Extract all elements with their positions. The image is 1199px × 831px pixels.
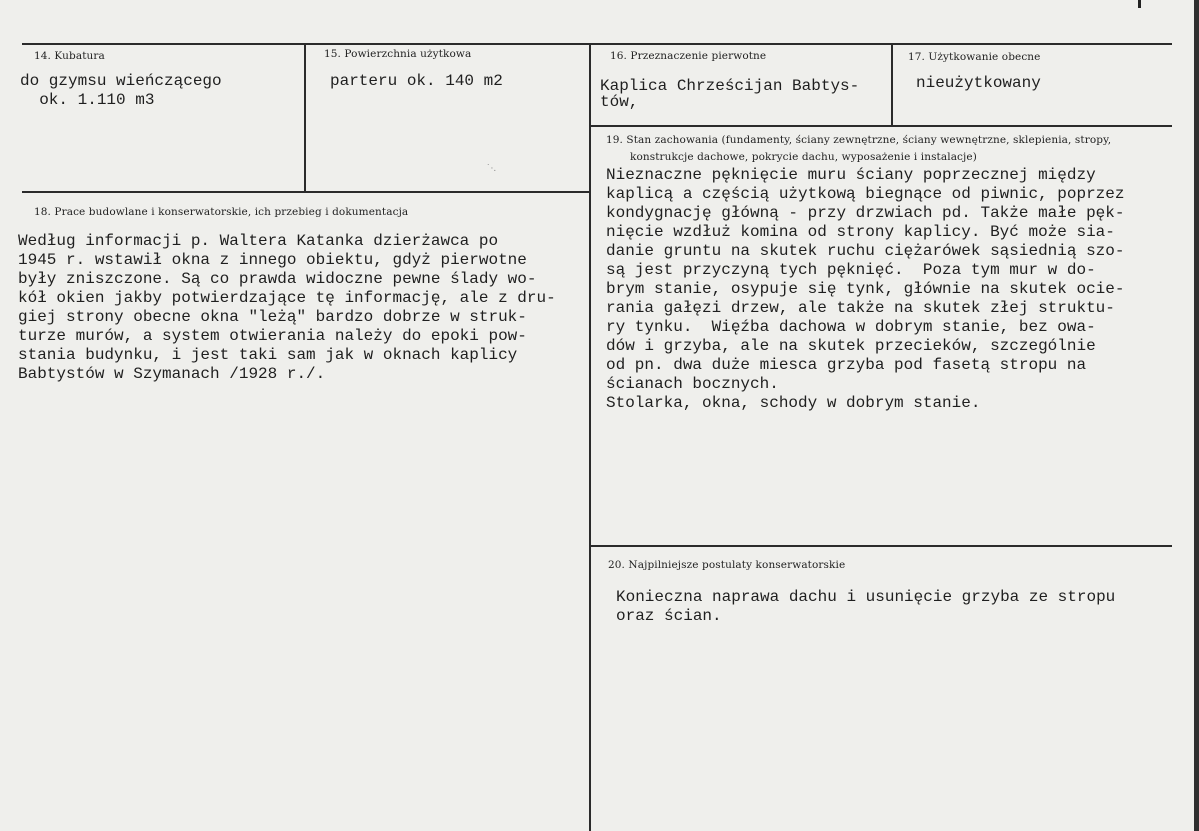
rule-v-14-15 <box>304 43 306 193</box>
field-18-label: 18. Prace budowlane i konserwatorskie, ich przebieg i dokumentacja <box>34 206 409 218</box>
rule-mid-left <box>22 191 590 193</box>
field-18-line-5: giej strony obecne okna "leżą" bardzo dobrze w struk- <box>18 308 527 326</box>
scan-speck: ˙·. <box>486 164 497 174</box>
field-19-line-5: danie gruntu na skutek ruchu ciężarówek sąsiednią szo- <box>606 242 1125 260</box>
scan-edge <box>1194 0 1199 831</box>
rule-lower-right <box>590 545 1172 547</box>
field-18-line-7: stania budynku, i jest taki sam jak w oknach kaplicy <box>18 346 518 364</box>
rule-v-16-17 <box>891 43 893 127</box>
field-19-line-4: nięcie wzdłuż komina od strony kaplicy. Być może sia- <box>606 223 1115 241</box>
scan-mark <box>1138 0 1141 8</box>
field-16-line-2: tów, <box>600 93 639 111</box>
field-18-line-2: 1945 r. wstawił okna z innego obiektu, gdyż pierwotne <box>18 251 527 269</box>
field-19-line-13: Stolarka, okna, schody w dobrym stanie. <box>606 394 981 412</box>
field-16-line-1: Kaplica Chrześcijan Babtys- <box>600 77 860 95</box>
field-16-label: 16. Przeznaczenie pierwotne <box>610 50 767 62</box>
field-19-line-9: ry tynku. Więźba dachowa w dobrym stanie, bez owa- <box>606 318 1096 336</box>
field-20-line-2: oraz ścian. <box>616 607 722 625</box>
field-19-line-6: są jest przyczyną tych pęknięć. Poza tym mur w do- <box>606 261 1096 279</box>
field-18-line-6: turze murów, a system otwierania należy do epoki pow- <box>18 327 527 345</box>
field-19-line-2: kaplicą a częścią użytkową biegnące od piwnic, poprzez <box>606 185 1125 203</box>
field-18-line-1: Według informacji p. Waltera Katanka dzierżawca po <box>18 232 499 250</box>
field-20-line-1: Konieczna naprawa dachu i usunięcie grzyba ze stropu <box>616 588 1116 606</box>
rule-mid-right <box>590 125 1172 127</box>
field-18-line-3: były zniszczone. Są co prawda widoczne pewne ślady wo- <box>18 270 537 288</box>
field-19-line-1: Nieznaczne pęknięcie muru ściany poprzecznej między <box>606 166 1096 184</box>
field-19-line-8: rania gałęzi drzew, ale także na skutek złej struktu- <box>606 299 1115 317</box>
field-17-line-1: nieużytkowany <box>916 74 1041 92</box>
field-19-line-10: dów i grzyba, ale na skutek przecieków, szczególnie <box>606 337 1096 355</box>
rule-v-main <box>589 43 591 831</box>
field-19-line-12: ścianach bocznych. <box>606 375 779 393</box>
field-18-line-8: Babtystów w Szymanach /1928 r./. <box>18 365 326 383</box>
field-20-label: 20. Najpilniejsze postulaty konserwatorskie <box>608 559 846 571</box>
field-15-label: 15. Powierzchnia użytkowa <box>324 48 472 60</box>
field-19-label-2: konstrukcje dachowe, pokrycie dachu, wyposażenie i instalacje) <box>630 151 977 163</box>
field-18-line-4: kół okien jakby potwierdzające tę informację, ale z dru- <box>18 289 556 307</box>
field-15-line-1: parteru ok. 140 m2 <box>330 72 503 90</box>
field-14-label: 14. Kubatura <box>34 50 105 62</box>
field-19-line-3: kondygnację główną - przy drzwiach pd. Także małe pęk- <box>606 204 1125 222</box>
field-14-line-1: do gzymsu wieńczącego <box>20 72 222 90</box>
field-17-label: 17. Użytkowanie obecne <box>908 51 1041 63</box>
rule-top <box>22 43 1172 45</box>
field-19-line-11: od pn. dwa duże miesca grzyba pod fasetą stropu na <box>606 356 1087 374</box>
field-19-label-1: 19. Stan zachowania (fundamenty, ściany zewnętrzne, ściany wewnętrzne, sklepienia, stropy, <box>606 134 1112 146</box>
field-19-line-7: brym stanie, osypuje się tynk, głównie na skutek ocie- <box>606 280 1125 298</box>
field-14-line-2: ok. 1.110 m3 <box>20 91 155 109</box>
